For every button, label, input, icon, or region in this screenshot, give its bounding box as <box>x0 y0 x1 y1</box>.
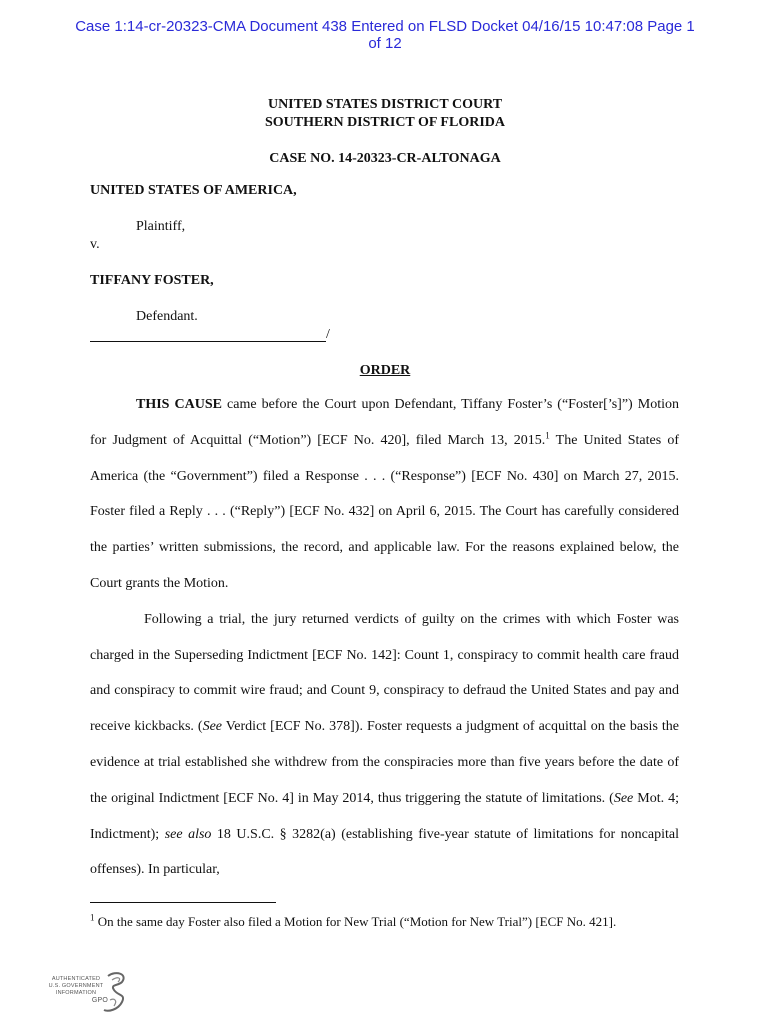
caption-rule <box>90 341 326 342</box>
order-body <box>90 387 679 888</box>
order-title: ORDER <box>359 363 411 378</box>
docket-header-line1: Case 1:14-cr-20323-CMA Document 438 Entered on FLSD Docket 04/16/15 10:47:08 Page 1 <box>75 18 695 35</box>
seal-line-1: AUTHENTICATED <box>51 976 101 982</box>
docket-header <box>40 18 730 52</box>
seal-line-2: U.S. GOVERNMENT <box>48 983 104 989</box>
eagle-icon <box>102 970 130 1014</box>
footnote-number: 1 <box>90 912 95 923</box>
paragraph-2-text-d: 18 U.S.C. § 3282(a) (establishing five-year statute of limitations for noncapital offenses). In particular, <box>90 826 679 878</box>
paragraph-1 <box>90 387 679 602</box>
paragraph-2-see-also: see also <box>164 826 212 842</box>
plaintiff-name: UNITED STATES OF AMERICA, <box>90 183 297 198</box>
court-name-line2: SOUTHERN DISTRICT OF FLORIDA <box>265 115 505 130</box>
caption-slash: / <box>326 327 330 342</box>
footnote <box>90 914 690 930</box>
paragraph-2-see-2: See <box>613 790 634 806</box>
versus-label: v. <box>90 237 100 252</box>
court-name <box>90 96 680 132</box>
paragraph-2-text-a: Following a trial, the jury returned verdicts of guilty on the crimes with which Foster was charged in the Superseding Indictment [ECF No. 142]: Count 1, conspiracy to commit health care fraud and conspiracy to commit wire fraud; and Count 9, conspiracy to defraud the United States and pay and receive kickbacks. ( <box>90 611 679 735</box>
defendant-name: TIFFANY FOSTER, <box>90 273 214 288</box>
docket-header-line2: of 12 <box>368 35 402 52</box>
seal-text <box>44 976 108 1004</box>
paragraph-2-text-b: Verdict [ECF No. 378]). Foster requests a judgment of acquittal on the basis the evidence at trial established she withdrew from the conspiracies more than five years before the date of the original Indictment [ECF No. 4] in May 2014, thus triggering the statute of limitations. ( <box>90 719 679 806</box>
plaintiff-role: Plaintiff, <box>136 219 186 234</box>
gpo-authentication-seal <box>44 968 134 1016</box>
paragraph-1-text-a: came before the Court upon Defendant, Tiffany Foster’s (“Foster[’s]”) Motion for Judgment of Acquittal (“Motion”) [ECF No. 420], filed March 13, 2015. <box>90 397 679 448</box>
footnote-rule <box>90 902 276 903</box>
seal-line-3: INFORMATION <box>55 990 97 996</box>
seal-line-4: GPO <box>91 997 108 1004</box>
court-name-line1: UNITED STATES DISTRICT COURT <box>267 97 503 112</box>
case-number: CASE NO. 14-20323-CR-ALTONAGA <box>269 151 501 166</box>
paragraph-1-lead: THIS CAUSE <box>136 397 222 412</box>
paragraph-2 <box>90 602 679 888</box>
paragraph-2-text-c: Mot. 4; Indictment); <box>90 790 679 842</box>
paragraph-2-see-1: See <box>202 719 222 735</box>
footnote-text: On the same day Foster also filed a Motion for New Trial (“Motion for New Trial”) [ECF No. 421]. <box>94 914 617 929</box>
footnote-ref: 1 <box>545 430 550 441</box>
defendant-role: Defendant. <box>136 309 198 324</box>
paragraph-1-text-b: The United States of America (the “Government”) filed a Response . . . (“Response”) [ECF No. 430] on March 27, 2015. Foster filed a Reply . . . (“Reply”) [ECF No. 432] on April 6, 2015. The Court has carefully considered the parties’ written submissions, the record, and applicable law. For the reasons explained below, the Court grants the Motion. <box>90 432 679 591</box>
